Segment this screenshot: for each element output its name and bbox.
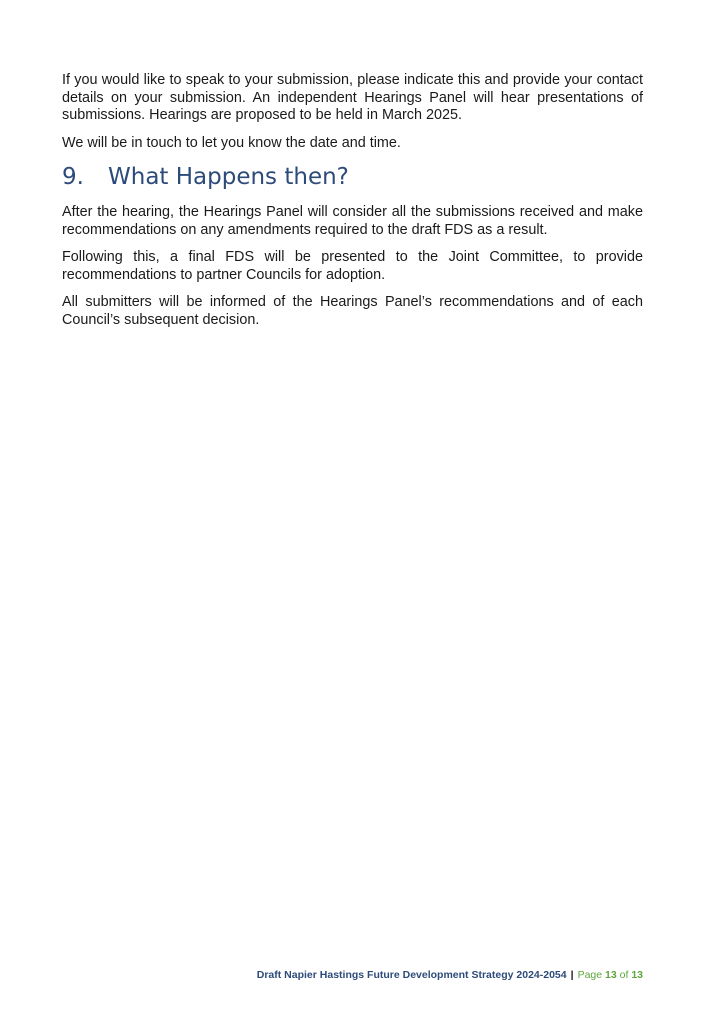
footer-document-title: Draft Napier Hastings Future Development Strategy 2024-2054 xyxy=(256,969,567,981)
footer-page-number xyxy=(578,969,643,981)
intro-paragraph-contact: We will be in touch to let you know the date and time. xyxy=(62,134,401,151)
section-heading xyxy=(62,162,643,192)
footer-separator: | xyxy=(570,969,574,981)
page-footer xyxy=(257,969,643,981)
document-body xyxy=(62,72,643,329)
footer-page-of: of xyxy=(619,969,629,981)
section-title: What Happens then? xyxy=(108,164,349,190)
section-number: 9. xyxy=(62,164,84,190)
intro-paragraph-speak: If you would like to speak to your submission, please indicate this and provide your contact details on your submission. An independent Hearings Panel will hear presentations of submissions. Hearings are proposed to be held in March 2025. xyxy=(62,72,643,123)
footer-page-word: Page xyxy=(577,969,603,981)
section-paragraph-submitters: All submitters will be informed of the Hearings Panel’s recommendations and of each Council’s subsequent decision. xyxy=(62,294,643,328)
footer-page-current: 13 xyxy=(605,969,617,981)
section-paragraph-final-fds: Following this, a final FDS will be presented to the Joint Committee, to provide recommendations to partner Councils for adoption. xyxy=(62,249,643,283)
section-paragraph-hearing: After the hearing, the Hearings Panel will consider all the submissions received and make recommendations on any amendments required to the draft FDS as a result. xyxy=(62,204,643,238)
footer-page-total: 13 xyxy=(631,969,643,981)
